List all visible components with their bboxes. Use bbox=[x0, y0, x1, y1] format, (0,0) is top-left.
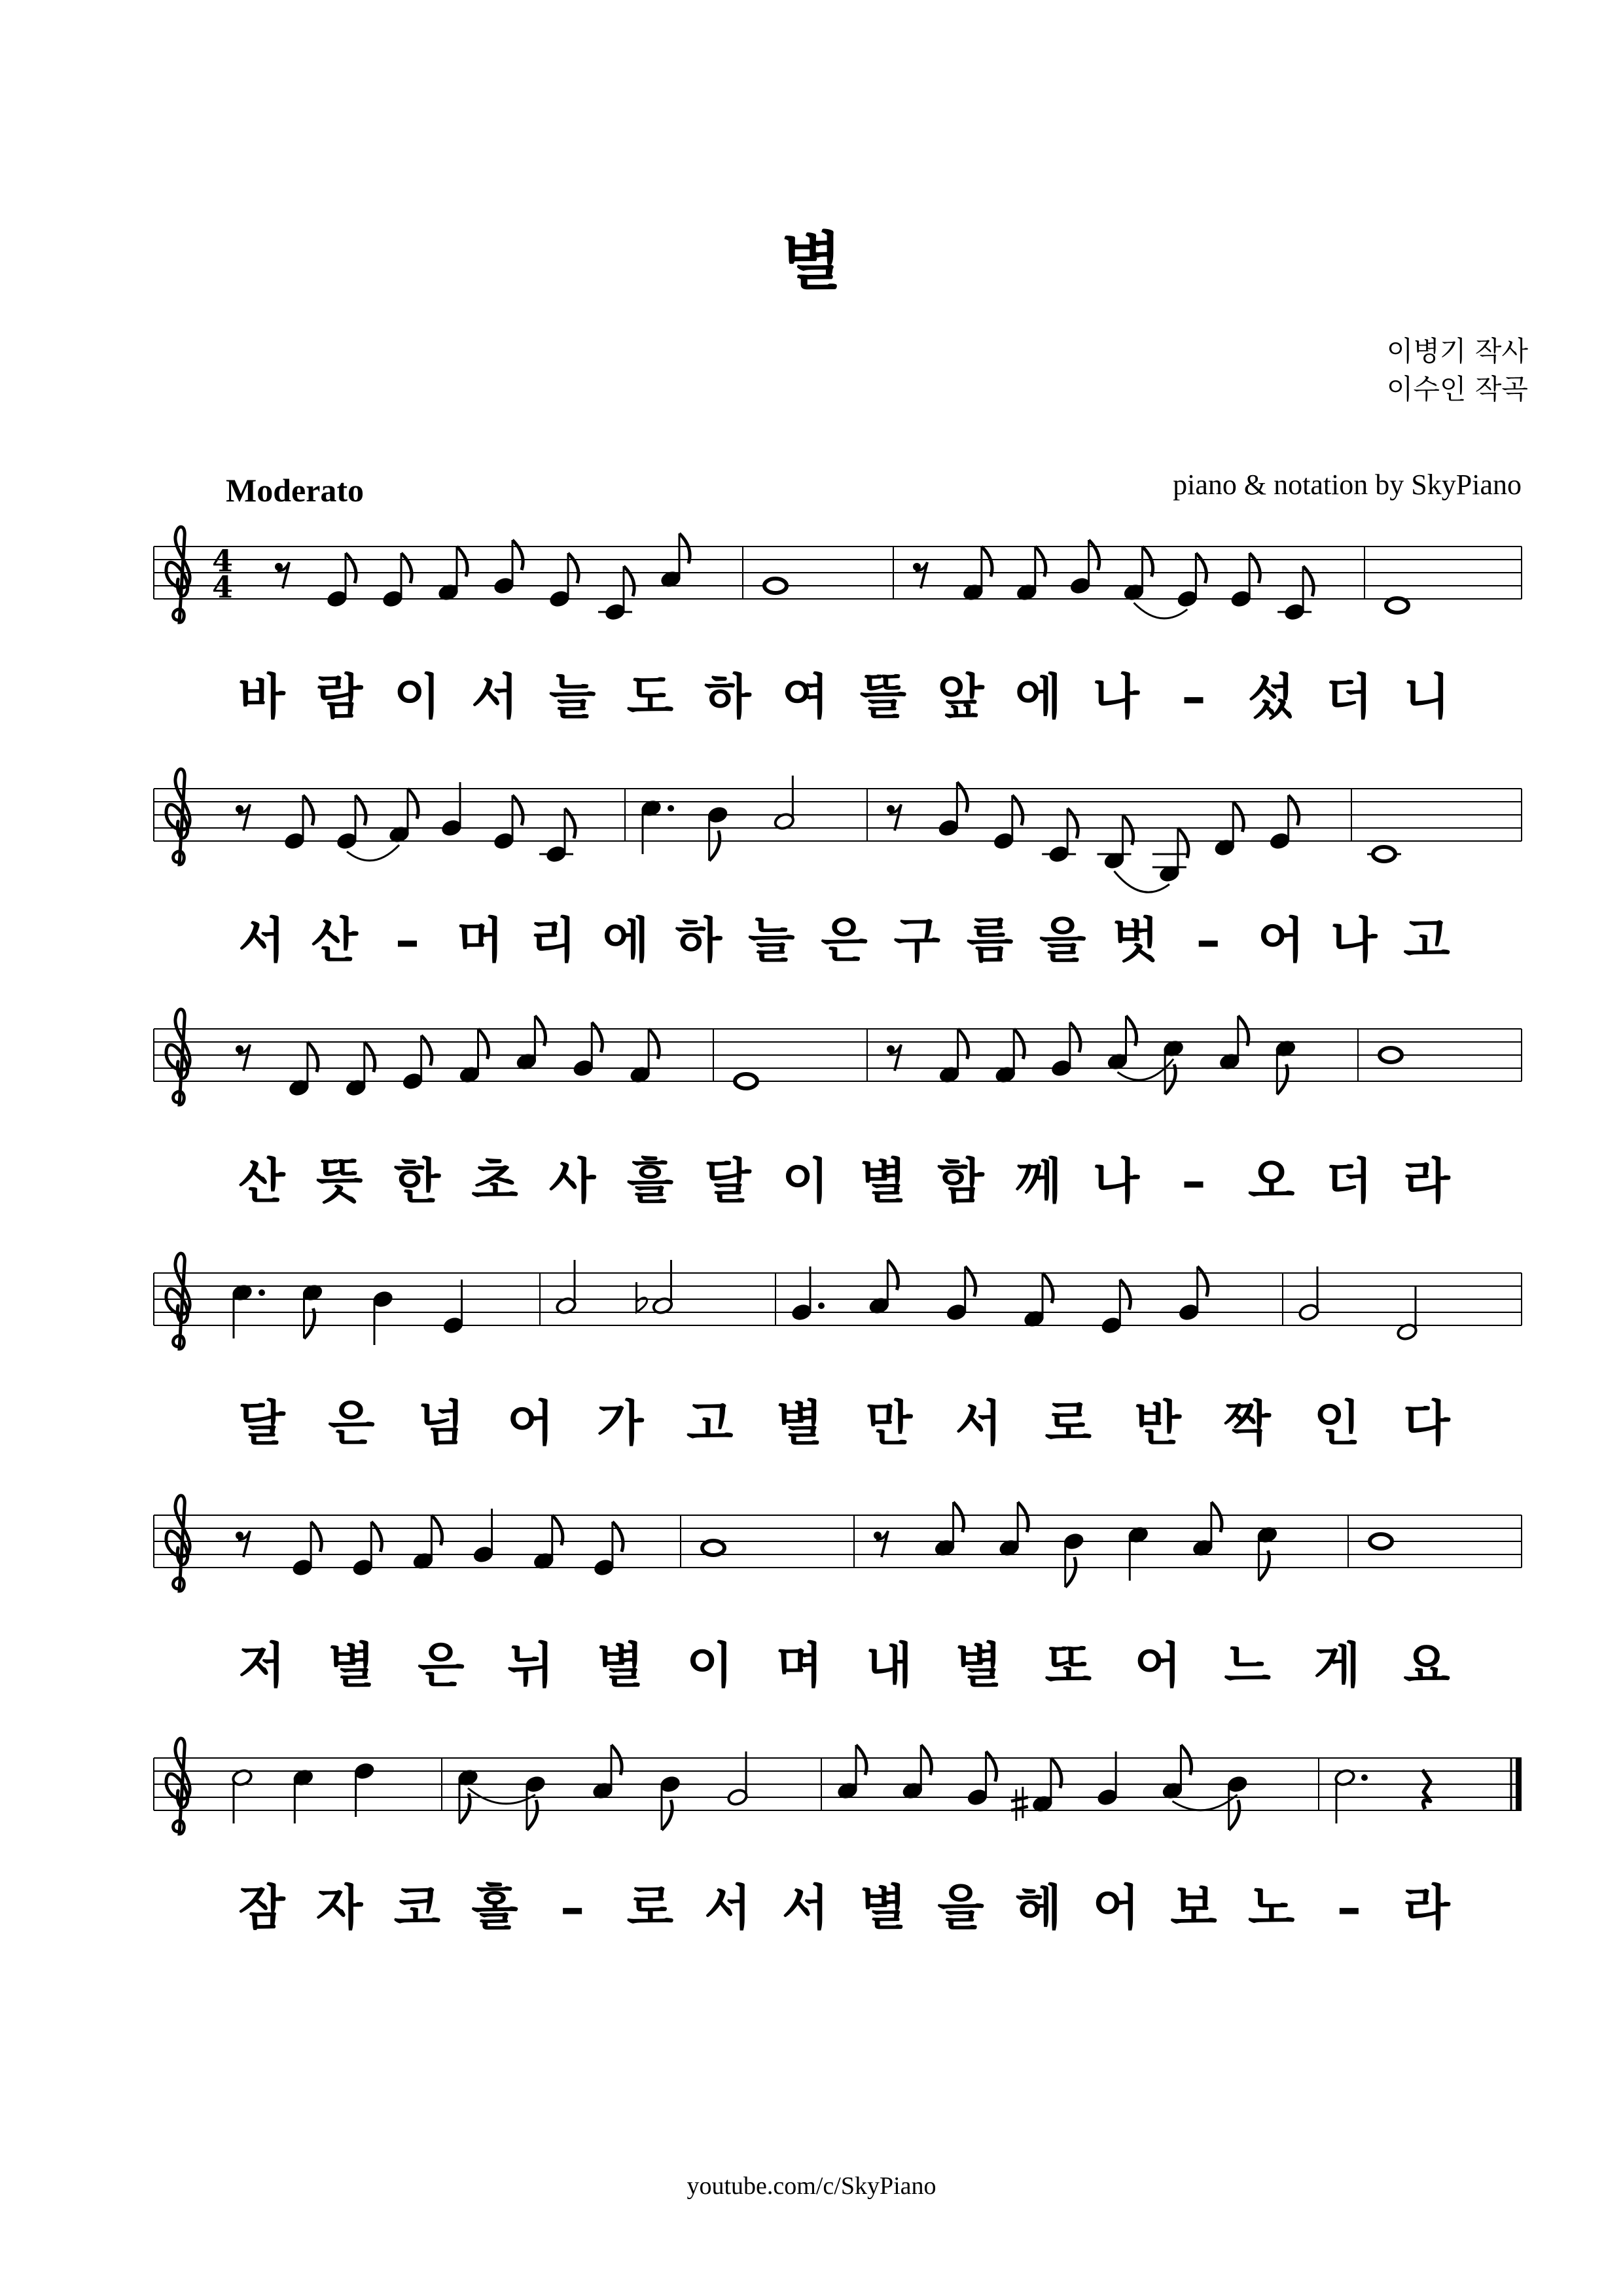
note bbox=[353, 1762, 375, 1817]
eighth-rest-icon bbox=[887, 1045, 901, 1071]
note bbox=[1042, 808, 1078, 863]
notehead bbox=[1386, 598, 1408, 613]
eighth-rest-icon bbox=[236, 1045, 250, 1071]
time-signature-bottom: 4 bbox=[211, 569, 234, 605]
notehead bbox=[764, 579, 787, 593]
note-flag bbox=[355, 795, 366, 825]
lyric-syllable: 늘 bbox=[548, 669, 596, 725]
note bbox=[573, 1022, 603, 1077]
lyric-syllable: 짝 bbox=[1224, 1395, 1271, 1452]
note bbox=[293, 1768, 314, 1823]
note-flag bbox=[1067, 808, 1078, 838]
note bbox=[402, 1035, 432, 1090]
lyric-syllable: 뉘 bbox=[507, 1638, 554, 1694]
note bbox=[473, 1509, 494, 1564]
note bbox=[1178, 1266, 1208, 1321]
lyric-syllable: 흘 bbox=[626, 1153, 674, 1210]
lyric-syllable: 헤 bbox=[1014, 1880, 1062, 1936]
lyric-syllable: 내 bbox=[865, 1638, 913, 1694]
sharp-icon bbox=[1011, 1787, 1028, 1821]
lyric-syllable: 라 bbox=[1403, 1153, 1450, 1210]
note bbox=[524, 1775, 546, 1830]
lyric-syllable: 서 bbox=[471, 669, 518, 725]
note bbox=[1063, 1532, 1084, 1587]
note bbox=[702, 1541, 724, 1555]
lyric-syllable: 잠 bbox=[238, 1880, 285, 1936]
note bbox=[902, 1745, 932, 1800]
note bbox=[1192, 1502, 1222, 1557]
slur bbox=[347, 845, 399, 861]
note bbox=[352, 1522, 382, 1577]
lyric-syllable: 이 bbox=[781, 1153, 829, 1210]
note-flag bbox=[1070, 1022, 1080, 1052]
lyric-syllable: 나 bbox=[1092, 669, 1140, 725]
song-title: 별 bbox=[781, 225, 842, 298]
note bbox=[1277, 566, 1313, 621]
lyric-syllable: 산 bbox=[238, 1153, 285, 1210]
note bbox=[1050, 1022, 1080, 1077]
note bbox=[934, 1502, 964, 1557]
note-flag bbox=[592, 1022, 602, 1052]
note bbox=[388, 789, 418, 844]
staff-system bbox=[154, 1253, 1522, 1349]
note-flag bbox=[1198, 1266, 1208, 1297]
lyric-syllable: 코 bbox=[393, 1880, 441, 1936]
notehead bbox=[1380, 1048, 1402, 1062]
lyric-syllable: – bbox=[1181, 1153, 1206, 1210]
note bbox=[372, 1290, 393, 1345]
lyric-syllable: 별 bbox=[776, 1395, 823, 1452]
note bbox=[659, 1775, 681, 1830]
note bbox=[516, 1016, 546, 1071]
note bbox=[539, 808, 575, 863]
footer-url: youtube.com/c/SkyPiano bbox=[687, 2172, 936, 2200]
note-flag bbox=[965, 1266, 976, 1297]
note bbox=[660, 533, 690, 588]
note bbox=[1396, 1286, 1418, 1341]
note-flag bbox=[1303, 566, 1313, 596]
treble-clef-icon bbox=[166, 1496, 190, 1591]
note bbox=[437, 547, 467, 601]
lyric-syllable: 어 bbox=[507, 1395, 554, 1452]
note bbox=[493, 795, 523, 850]
lyric-syllable: 벗 bbox=[1112, 912, 1159, 969]
lyric-syllable: 고 bbox=[1403, 912, 1450, 969]
lyric-syllable: 인 bbox=[1313, 1395, 1361, 1452]
note bbox=[1219, 1016, 1249, 1071]
note bbox=[548, 553, 579, 608]
augmentation-dot bbox=[259, 1289, 265, 1296]
note bbox=[637, 1260, 674, 1315]
note bbox=[1370, 1534, 1392, 1549]
lyric-syllable: 나 bbox=[1092, 1153, 1140, 1210]
eighth-rest-icon bbox=[236, 804, 250, 831]
staff-system bbox=[154, 527, 1522, 622]
note bbox=[598, 566, 634, 621]
note bbox=[735, 1074, 757, 1088]
note bbox=[1162, 1745, 1192, 1800]
lyric-syllable: 별 bbox=[328, 1638, 375, 1694]
note-flag bbox=[1065, 1557, 1076, 1587]
lyric-syllable: 늘 bbox=[748, 912, 795, 969]
lyricist-credit: 이병기 작사 bbox=[1386, 335, 1528, 367]
lyric-syllable: 어 bbox=[1134, 1638, 1181, 1694]
note bbox=[967, 1751, 997, 1806]
lyric-syllable: 을 bbox=[1039, 912, 1086, 969]
lyric-syllable: 께 bbox=[1014, 1153, 1062, 1210]
note-flag bbox=[512, 795, 523, 825]
note-flag bbox=[303, 795, 313, 825]
note bbox=[231, 1768, 253, 1823]
note-flag bbox=[565, 808, 575, 838]
lyric-syllable: 구 bbox=[893, 912, 940, 969]
note-flag bbox=[662, 1800, 672, 1830]
lyric-syllable: 로 bbox=[1044, 1395, 1092, 1452]
eighth-rest-icon bbox=[913, 562, 927, 588]
note bbox=[442, 1280, 464, 1335]
note bbox=[1380, 1048, 1402, 1062]
note bbox=[440, 782, 462, 837]
note bbox=[836, 1745, 866, 1800]
note bbox=[1386, 598, 1408, 613]
treble-clef-icon bbox=[166, 527, 190, 622]
lyric-syllable: 리 bbox=[529, 912, 577, 969]
note bbox=[1128, 1526, 1149, 1581]
note bbox=[555, 1260, 577, 1315]
note bbox=[630, 1029, 660, 1084]
lyric-syllable: 별 bbox=[859, 1880, 907, 1936]
note-flag bbox=[568, 553, 579, 583]
lyric-syllable: 이 bbox=[393, 669, 441, 725]
note-flag bbox=[512, 540, 523, 570]
lyric-syllable: 은 bbox=[328, 1395, 375, 1452]
notehead bbox=[1370, 1534, 1392, 1549]
lyric-syllable: 산 bbox=[311, 912, 358, 969]
lyric-syllable: 자 bbox=[315, 1880, 363, 1936]
lyric-syllable: 은 bbox=[821, 912, 868, 969]
lyric-syllable: 서 bbox=[955, 1395, 1003, 1452]
eighth-rest-icon bbox=[236, 1531, 250, 1557]
lyric-syllable: 라 bbox=[1403, 1880, 1450, 1936]
lyric-syllable: 서 bbox=[238, 912, 285, 969]
note bbox=[938, 1029, 969, 1084]
note bbox=[1152, 828, 1188, 883]
staff-system bbox=[154, 1738, 1522, 1834]
lyric-syllable: 며 bbox=[776, 1638, 823, 1694]
note-flag bbox=[1120, 1280, 1130, 1310]
notehead bbox=[1373, 847, 1395, 861]
note bbox=[1230, 553, 1260, 608]
note bbox=[1097, 1751, 1118, 1806]
lyric-syllable: 초 bbox=[471, 1153, 518, 1210]
lyric-syllable: 하 bbox=[704, 669, 751, 725]
lyric-syllable: 함 bbox=[937, 1153, 984, 1210]
note-flag bbox=[421, 1035, 432, 1066]
staff-system bbox=[154, 1009, 1522, 1105]
note bbox=[999, 1502, 1029, 1557]
lyric-syllable: 이 bbox=[686, 1638, 734, 1694]
note bbox=[946, 1266, 976, 1321]
staff-system bbox=[154, 1496, 1522, 1591]
note-flag bbox=[1249, 553, 1260, 583]
lyric-syllable: 느 bbox=[1224, 1638, 1271, 1694]
lyric-syllable: 보 bbox=[1170, 1880, 1217, 1936]
lyric-syllable: 또 bbox=[1044, 1638, 1092, 1694]
note bbox=[993, 795, 1023, 850]
note bbox=[1101, 1280, 1131, 1335]
note bbox=[1226, 1775, 1248, 1830]
eighth-rest-icon bbox=[275, 562, 289, 588]
lyric-syllable: 에 bbox=[602, 912, 649, 969]
lyric-syllable: 하 bbox=[675, 912, 722, 969]
slur bbox=[468, 1788, 535, 1804]
note-flag bbox=[1089, 540, 1099, 570]
note-flag bbox=[371, 1522, 382, 1552]
note bbox=[1011, 1758, 1061, 1821]
note bbox=[640, 799, 674, 854]
lyric-syllable: 반 bbox=[1134, 1395, 1181, 1452]
note bbox=[326, 553, 356, 608]
treble-clef-icon bbox=[166, 1253, 190, 1349]
lyric-syllable: – bbox=[560, 1880, 585, 1936]
lyric-syllable: 한 bbox=[393, 1153, 441, 1210]
lyric-syllable: 뜻 bbox=[315, 1153, 363, 1210]
lyric-syllable: 더 bbox=[1325, 669, 1373, 725]
lyric-syllable: 사 bbox=[548, 1153, 596, 1210]
note bbox=[336, 795, 366, 850]
note bbox=[593, 1522, 623, 1577]
notehead bbox=[735, 1074, 757, 1088]
lyric-syllable: 여 bbox=[781, 669, 829, 725]
note bbox=[791, 1266, 825, 1321]
eighth-rest-icon bbox=[887, 804, 901, 831]
lyric-syllable: 로 bbox=[626, 1880, 674, 1936]
note bbox=[1016, 547, 1046, 601]
note bbox=[493, 540, 523, 595]
note bbox=[938, 782, 968, 837]
staff-system bbox=[154, 769, 1522, 892]
lyric-syllable: – bbox=[1196, 912, 1221, 969]
note bbox=[412, 1515, 442, 1570]
lyric-syllable: – bbox=[395, 912, 419, 969]
lyric-syllable: 머 bbox=[457, 912, 504, 969]
note bbox=[1214, 802, 1244, 857]
note-flag bbox=[957, 782, 967, 812]
note bbox=[1107, 1016, 1137, 1071]
lyric-syllable: – bbox=[1336, 1880, 1361, 1936]
note bbox=[231, 1283, 265, 1338]
note-flag bbox=[1012, 795, 1023, 825]
note bbox=[1367, 847, 1401, 861]
note bbox=[1023, 1273, 1053, 1328]
note bbox=[302, 1283, 323, 1338]
note-flag bbox=[527, 1800, 537, 1830]
lyric-syllable: 별 bbox=[859, 1153, 907, 1210]
note bbox=[707, 806, 728, 861]
note bbox=[1275, 1039, 1296, 1094]
lyric-syllable: – bbox=[1181, 669, 1206, 725]
note bbox=[1123, 547, 1153, 601]
lyric-syllable: 앞 bbox=[937, 669, 984, 725]
note-flag bbox=[1289, 795, 1299, 825]
note bbox=[1334, 1768, 1368, 1823]
lyric-syllable: 다 bbox=[1403, 1395, 1450, 1452]
note bbox=[1257, 1526, 1278, 1581]
lyric-syllable: 달 bbox=[238, 1395, 285, 1452]
note bbox=[457, 1768, 478, 1823]
augmentation-dot bbox=[1361, 1774, 1368, 1781]
lyric-syllable: 니 bbox=[1403, 669, 1450, 725]
note bbox=[995, 1029, 1025, 1084]
lyric-syllable: 어 bbox=[1092, 1880, 1140, 1936]
lyric-syllable: 달 bbox=[704, 1153, 751, 1210]
note bbox=[962, 547, 992, 601]
arranger-credit: piano & notation by SkyPiano bbox=[1173, 469, 1522, 501]
note bbox=[1269, 795, 1299, 850]
quarter-rest-icon bbox=[1423, 1770, 1431, 1809]
final-barline-thick bbox=[1516, 1758, 1522, 1810]
eighth-rest-icon bbox=[874, 1531, 888, 1557]
note bbox=[283, 795, 313, 850]
note bbox=[382, 553, 412, 608]
note bbox=[774, 776, 795, 831]
note bbox=[764, 579, 787, 593]
lyric-syllable: 섰 bbox=[1247, 669, 1295, 725]
note bbox=[1298, 1266, 1319, 1321]
lyric-syllable: 오 bbox=[1247, 1153, 1295, 1210]
notehead bbox=[702, 1541, 724, 1555]
note bbox=[345, 1042, 375, 1097]
note bbox=[288, 1042, 318, 1097]
note bbox=[533, 1515, 563, 1570]
treble-clef-icon bbox=[166, 769, 190, 865]
lyric-syllable: 에 bbox=[1014, 669, 1062, 725]
note bbox=[1069, 540, 1099, 595]
lyric-syllable: 요 bbox=[1403, 1638, 1450, 1694]
lyric-syllable: 름 bbox=[966, 912, 1014, 969]
lyric-syllable: 별 bbox=[955, 1638, 1003, 1694]
note bbox=[1177, 553, 1207, 608]
note bbox=[592, 1745, 622, 1800]
augmentation-dot bbox=[818, 1302, 825, 1309]
lyric-syllable: 람 bbox=[315, 669, 363, 725]
lyric-syllable: 을 bbox=[937, 1880, 984, 1936]
lyric-syllable: 별 bbox=[596, 1638, 644, 1694]
note-flag bbox=[624, 566, 634, 596]
lyric-syllable: 게 bbox=[1313, 1638, 1361, 1694]
note bbox=[1097, 815, 1133, 870]
lyric-syllable: 도 bbox=[626, 669, 674, 725]
slur bbox=[1134, 603, 1188, 619]
time-signature-top: 4 bbox=[211, 543, 234, 579]
lyric-syllable: 서 bbox=[704, 1880, 751, 1936]
note-flag bbox=[311, 1522, 321, 1552]
composer-credit: 이수인 작곡 bbox=[1386, 373, 1528, 405]
note-flag bbox=[346, 553, 356, 583]
lyric-syllable: 홀 bbox=[471, 1880, 518, 1936]
treble-clef-icon bbox=[166, 1738, 190, 1834]
lyric-syllable: 넘 bbox=[418, 1395, 465, 1452]
lyric-syllable: 가 bbox=[596, 1395, 644, 1452]
note-flag bbox=[709, 831, 720, 861]
note-flag bbox=[613, 1522, 623, 1552]
note bbox=[459, 1029, 489, 1084]
note-flag bbox=[986, 1751, 997, 1782]
note-flag bbox=[401, 553, 412, 583]
lyric-syllable: 더 bbox=[1325, 1153, 1373, 1210]
lyric-syllable: 은 bbox=[418, 1638, 465, 1694]
note bbox=[726, 1751, 748, 1806]
lyric-syllable: 고 bbox=[686, 1395, 734, 1452]
lyric-syllable: 저 bbox=[238, 1638, 285, 1694]
note-flag bbox=[1229, 1800, 1240, 1830]
note bbox=[868, 1260, 899, 1315]
lyric-syllable: 서 bbox=[781, 1880, 829, 1936]
augmentation-dot bbox=[668, 805, 674, 812]
note-flag bbox=[1196, 553, 1206, 583]
lyric-syllable: 노 bbox=[1247, 1880, 1295, 1936]
tempo-marking: Moderato bbox=[226, 472, 365, 509]
lyric-syllable: 어 bbox=[1257, 912, 1305, 969]
lyric-syllable: 만 bbox=[865, 1395, 913, 1452]
lyric-syllable: 나 bbox=[1330, 912, 1378, 969]
note bbox=[292, 1522, 322, 1577]
lyric-syllable: 바 bbox=[238, 669, 285, 725]
lyric-syllable: 뜰 bbox=[859, 669, 907, 725]
treble-clef-icon bbox=[166, 1009, 190, 1105]
